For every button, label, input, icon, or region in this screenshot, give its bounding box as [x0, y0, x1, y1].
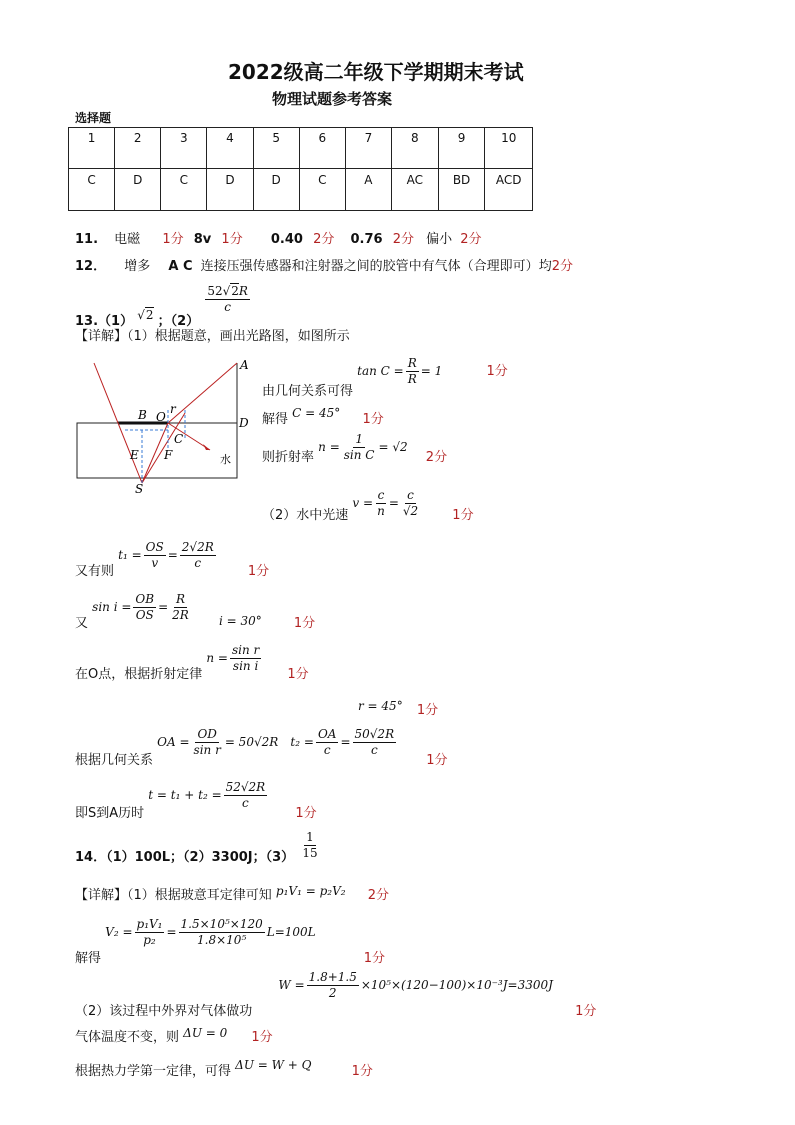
q14-l1-lhs: V₂ =: [105, 925, 133, 939]
q13-l7-score: 1分: [287, 667, 309, 682]
arrow-head: [203, 444, 210, 450]
table-cell: A: [345, 169, 391, 211]
q13-l5-d1: v: [151, 556, 159, 570]
q13-l3-formula: [318, 432, 408, 462]
q13-l2-formula: C = 45°: [292, 406, 341, 420]
q13-l7-formula: [206, 643, 263, 673]
q13-l4-n1: c: [377, 488, 385, 502]
q14-l2-rhs: ×10⁵×(120−100)×10⁻³J=3300J: [360, 978, 553, 992]
label-O: O: [156, 410, 166, 424]
q13-l9-text: 根据几何关系: [75, 753, 154, 768]
q13-l6-d1: OS: [135, 608, 154, 622]
table-cell: 2: [115, 128, 161, 169]
label-E: E: [130, 448, 139, 462]
q14-l3-score: 1分: [251, 1030, 273, 1045]
label-F: F: [164, 448, 173, 462]
answer-table: [68, 127, 533, 211]
q14-l2-score: 1分: [575, 1004, 597, 1019]
q12-score: 2分: [551, 259, 573, 274]
table-cell: 3: [161, 128, 207, 169]
q14-part3-answer: [300, 830, 319, 861]
q14-l2-lhs: W =: [278, 978, 305, 992]
q14-detail: 【详解】（1）根据玻意耳定律可知: [75, 888, 272, 903]
table-cell: D: [115, 169, 161, 211]
q13-l4-text: （2）水中光速: [262, 508, 349, 523]
q14-l1-text: 解得: [75, 951, 102, 966]
q13-l10-score: 1分: [295, 806, 317, 821]
table-cell: 4: [207, 128, 253, 169]
q13-part1-radicand: 2: [145, 308, 154, 322]
q14-l2-formula: [278, 970, 553, 1000]
q13-l5-d2: c: [194, 556, 202, 570]
q13-line-10: [75, 780, 317, 821]
q12-answer-2: A C: [168, 259, 193, 274]
table-row-numbers: [69, 128, 533, 169]
q13-l7-text: 在O点，根据折射定律: [75, 667, 203, 682]
label-A: A: [240, 358, 249, 372]
q13-l9-n2: OA: [317, 727, 337, 741]
q13-l1-num: R: [407, 356, 417, 370]
table-cell: 9: [438, 128, 485, 169]
label-B: B: [138, 408, 147, 422]
q13-l6-d2: 2R: [172, 608, 189, 622]
q13-header: [75, 284, 252, 329]
q13-l6-angle: i = 30°: [218, 614, 262, 628]
q13-line-5: [75, 540, 270, 579]
q13-line-9: [75, 727, 448, 768]
table-cell: C: [161, 169, 207, 211]
q13-l9-rhs: = 50√2R: [224, 735, 279, 749]
q14-l2-den: 2: [328, 986, 337, 1000]
page-subtitle: 物理试题参考答案: [272, 90, 393, 108]
q13-l9-lhs: OA =: [157, 735, 190, 749]
q13-l9-d3: c: [370, 743, 378, 757]
q13-l10-num: 52√2R: [225, 780, 266, 794]
q14-l1-d2: 1.8×10⁵: [197, 933, 247, 947]
q12-number: 12．: [75, 259, 107, 274]
q13-part2-answer: $\frac{52√2R}{c}$: [207, 284, 248, 314]
q11-score-2: 1分: [221, 232, 243, 247]
q11-answer-1: 电磁: [114, 232, 141, 247]
table-cell: 8: [391, 128, 438, 169]
q13-l5-n2: 2√2R: [181, 540, 214, 554]
q13-l5-lhs: t₁ =: [118, 548, 142, 562]
q13-l4-formula: v = $\frac{c}{n}$ = $\frac{c}{√2}$: [352, 488, 419, 518]
q13-l3-lhs: n =: [318, 440, 340, 454]
q13-line-6: [75, 592, 316, 631]
q14-l1-score: 1分: [363, 951, 386, 966]
q11-line: [75, 228, 482, 247]
light-path-diagram: [70, 355, 260, 495]
q13-l9-d2: c: [323, 743, 331, 757]
q14-l2-text: （2）该过程中外界对气体做功: [75, 1004, 253, 1019]
q14-head-text: 14．（1）100L；（2）3300J；（3）: [75, 850, 295, 865]
q13-l5-n1: OS: [145, 540, 164, 554]
q13-l5-formula: t₁ = $\frac{OS}{v}$ = $\frac{2√2R}{c}$: [118, 540, 214, 570]
table-cell: ACD: [485, 169, 533, 211]
q14-l1-formula: V₂ = $\frac{\text{p₁V₁}}{\text{p₂}}$ = $\frac{\text{1.5×10⁵×120}}{\text{1.8×10⁵}}$ L=100L: [105, 917, 316, 947]
q13-l8-score: 1分: [416, 703, 439, 718]
q13-l9-n1: OD: [197, 727, 217, 741]
q13-line-3: [262, 432, 447, 463]
q13-l3-num: 1: [355, 432, 363, 446]
q13-part2-label: ；（2）: [157, 314, 200, 329]
q13-l6-lhs: sin i =: [92, 600, 132, 614]
q12-answer-1: 增多: [124, 259, 151, 274]
q12-line: [75, 255, 573, 274]
table-cell: C: [299, 169, 345, 211]
q14-detail-line: [75, 884, 389, 903]
q13-l3-den: sin C: [343, 448, 375, 462]
table-cell: D: [253, 169, 299, 211]
q13-detail: 【详解】（1）根据题意，画出光路图，如图所示: [75, 329, 350, 344]
q13-l6-n1: OB: [135, 592, 155, 606]
q13-l10-formula: [148, 780, 269, 810]
q13-line-2: [262, 402, 384, 427]
q13-l2-text: 解得: [262, 412, 289, 427]
q13-l7-num: sin r: [231, 643, 260, 657]
table-cell: BD: [438, 169, 485, 211]
q13-l6-score: 1分: [293, 616, 316, 631]
q14-l1-n2: 1.5×10⁵×120: [180, 917, 263, 931]
q13-l8-formula: r = 45°: [358, 699, 403, 713]
q11-answer-2: 8v: [193, 232, 212, 247]
table-cell: C: [69, 169, 115, 211]
q13-l3-text: 则折射率: [262, 450, 315, 465]
q14-l4-score: 1分: [351, 1064, 373, 1079]
q14-l1-d1: p₂: [143, 933, 156, 947]
q13-l4-d2: √2: [402, 504, 419, 518]
q13-l4-lhs: v =: [352, 496, 374, 510]
q13-l1-rhs: = 1: [420, 364, 443, 378]
q11-score-5: 2分: [460, 232, 482, 247]
q13-l10-lhs: t = t₁ + t₂ =: [148, 788, 222, 802]
q13-l7-den: sin i: [232, 659, 259, 673]
q13-l5-text: 又有则: [75, 564, 115, 579]
q11-score-4: 2分: [392, 232, 414, 247]
q13-l1-lhs: tan C =: [357, 364, 404, 378]
q14-l2-num: 1.8+1.5: [308, 970, 357, 984]
q13-l2-score: 1分: [362, 412, 384, 427]
q14-l1-n1: p₁V₁: [136, 917, 163, 931]
q14-detail-formula: p₁V₁ = p₂V₂: [275, 884, 346, 898]
q13-l4-score: 1分: [452, 508, 474, 523]
table-cell: 10: [485, 128, 533, 169]
q13-line-7: [75, 643, 309, 682]
q13-l4-n2: c: [407, 488, 414, 502]
q13-l6-n2: R: [175, 592, 185, 606]
q13-l1-text: 由几何关系可得: [262, 384, 354, 399]
q13-part2-coef: 52: [207, 284, 223, 298]
q13-part1-label: 13.（1）: [75, 314, 134, 329]
table-cell: 7: [345, 128, 391, 169]
q12-answer-4: 均: [538, 259, 552, 274]
q14-line-2: [75, 970, 597, 1019]
q14-line-3: [75, 1022, 273, 1045]
water-tank: [77, 423, 237, 478]
q11-score-3: 2分: [313, 232, 335, 247]
label-S: S: [135, 482, 144, 495]
q13-l9-formula: [157, 727, 279, 757]
q14-line-1: [75, 917, 386, 966]
table-cell: 5: [253, 128, 299, 169]
table-cell: D: [207, 169, 253, 211]
table-cell: AC: [391, 169, 438, 211]
q14-l4-text: 根据热力学第一定律，可得: [75, 1064, 232, 1079]
q13-l10-den: c: [242, 796, 249, 810]
q13-l6-formula: sin i = $\frac{OB}{OS}$ = $\frac{R}{2R}$: [92, 592, 189, 622]
q13-line-4: [262, 488, 474, 523]
q13-l7-lhs: n =: [206, 651, 228, 665]
q13-l3-score: 2分: [425, 450, 448, 465]
q12-answer-3: 连接压强传感器和注射器之间的胶管中有气体（合理即可）: [200, 259, 539, 274]
q14-part3-num: 1: [306, 830, 314, 844]
q13-l1-formula: [357, 356, 443, 386]
q11-answer-4: 0.76: [350, 232, 383, 247]
q13-l9-d1: sin r: [193, 743, 221, 757]
q11-number: 11.: [75, 232, 99, 247]
q13-l6-text: 又: [75, 616, 89, 631]
q13-line-1: [262, 356, 508, 399]
label-water: 水: [220, 453, 231, 466]
q14-l3-text: 气体温度不变，则: [75, 1030, 180, 1045]
q14-header: [75, 830, 322, 865]
q13-part2-R: R: [238, 284, 248, 298]
table-row-answers: [69, 169, 533, 211]
q13-l9-formula-2: t₂ = $\frac{OA}{c}$ = $\frac{50√2R}{c}$: [290, 727, 395, 757]
q13-part1-answer: √2: [137, 308, 154, 322]
ray-OA: [168, 363, 237, 423]
q13-line-8: [358, 695, 439, 718]
q13-part2-den: c: [224, 300, 232, 314]
q14-detail-score: 2分: [367, 888, 389, 903]
label-r: r: [170, 402, 176, 416]
table-cell: 6: [299, 128, 345, 169]
q13-l9-lhs2: t₂ =: [290, 735, 314, 749]
q14-line-4: [75, 1054, 373, 1079]
q13-l9-score: 1分: [426, 753, 448, 768]
label-C: C: [174, 432, 184, 446]
label-D: D: [239, 416, 249, 430]
q13-l10-text: 即S到A历时: [75, 806, 145, 821]
q11-answer-3: 0.40: [270, 232, 303, 247]
q13-l5-score: 1分: [247, 564, 270, 579]
q14-l3-formula: ΔU = 0: [183, 1026, 228, 1040]
q13-l1-den: R: [407, 372, 417, 386]
q14-l1-rhs: L=100L: [266, 925, 316, 939]
q13-l4-d1: n: [377, 504, 385, 518]
choice-label: 选择题: [75, 111, 112, 125]
q13-l9-n3: 50√2R: [354, 727, 395, 741]
q13-l1-score: 1分: [486, 364, 508, 379]
q14-part3-den: 15: [302, 846, 318, 860]
q14-l4-formula: ΔU = W + Q: [235, 1058, 312, 1072]
q13-l3-rhs: = √2: [378, 440, 408, 454]
table-cell: 1: [69, 128, 115, 169]
q11-score-1: 1分: [162, 232, 184, 247]
q11-answer-5: 偏小: [426, 232, 453, 247]
page-title: 2022级高二年级下学期期末考试: [228, 60, 524, 84]
